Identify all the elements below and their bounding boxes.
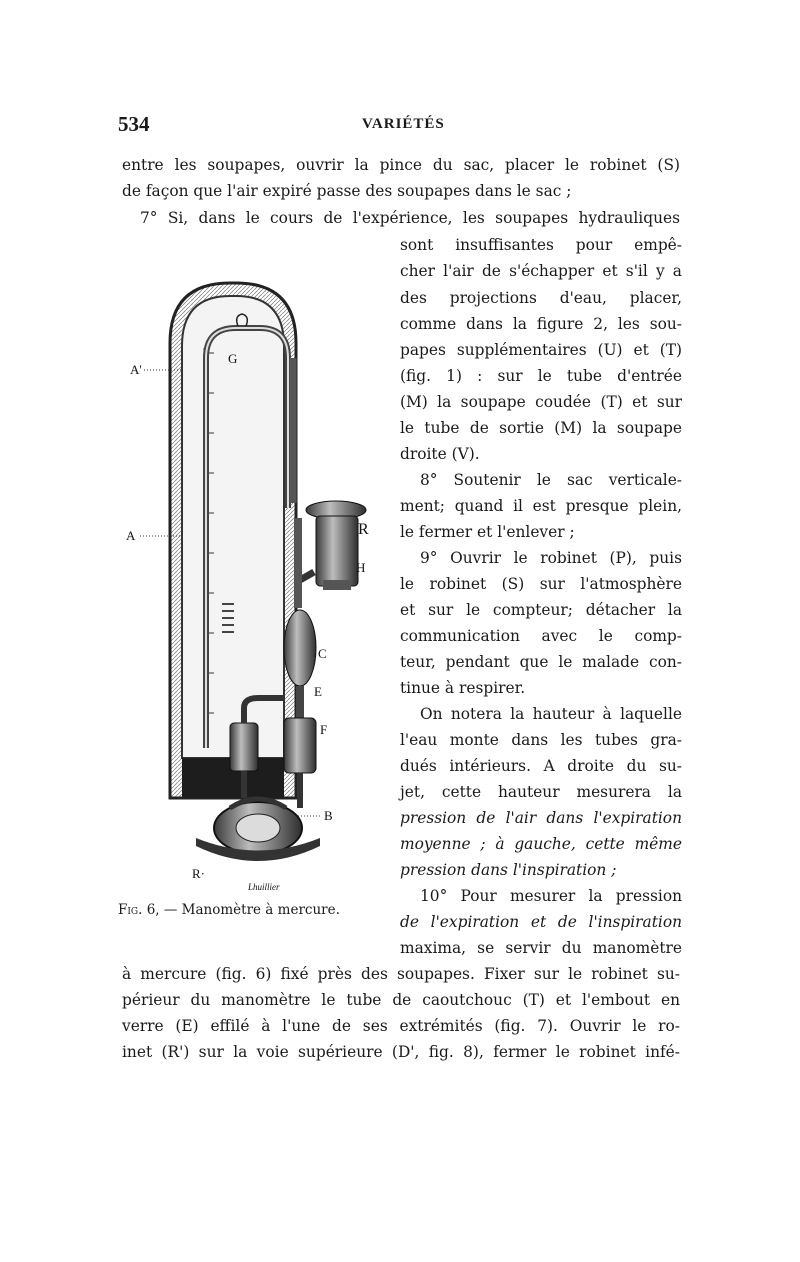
upper-stopcock: [300, 501, 366, 590]
label-a-prime: A': [130, 362, 142, 377]
body-line: 7° Si, dans le cours de l'expérience, les soupapes hydrauliques: [140, 209, 680, 227]
engraver-signature: Lhuillier: [248, 882, 280, 892]
body-line: verre (E) effilé à l'une de ses extrémités (fig. 7). Ouvrir le ro-: [122, 1017, 680, 1035]
body-line: pression de l'air dans l'expiration: [400, 809, 682, 827]
body-line: sont insuffisantes pour empê-: [400, 236, 682, 254]
body-line: 10° Pour mesurer la pression: [420, 887, 682, 905]
label-r-bottom: R·: [192, 866, 205, 881]
body-line: dués intérieurs. A droite du su-: [400, 757, 682, 775]
label-g: G: [228, 351, 238, 366]
body-line: pression dans l'inspiration ;: [400, 861, 617, 879]
glass-bulb-c: [284, 610, 316, 686]
body-line: jet, cette hauteur mesurera la: [400, 783, 682, 801]
body-line: tinue à respirer.: [400, 679, 526, 697]
body-line: teur, pendant que le malade con-: [400, 653, 682, 671]
manometer-illustration: [118, 278, 380, 898]
label-r-top: R: [358, 521, 369, 538]
page-number: 534: [118, 112, 150, 136]
label-h: H: [356, 560, 366, 575]
body-line: le tube de sortie (M) la soupape: [400, 419, 682, 437]
body-line: comme dans la figure 2, les sou-: [400, 315, 682, 333]
label-f: F: [320, 722, 328, 737]
body-line: On notera la hauteur à laquelle: [420, 705, 682, 723]
body-line: 9° Ouvrir le robinet (P), puis: [420, 549, 682, 567]
body-line: de l'expiration et de l'inspiration: [400, 913, 682, 931]
body-line: des projections d'eau, placer,: [400, 289, 682, 307]
body-line: entre les soupapes, ouvrir la pince du sac, placer le robinet (S): [122, 156, 680, 174]
body-line: (fig. 1) : sur le tube d'entrée: [400, 367, 682, 385]
body-line: l'eau monte dans les tubes gra-: [400, 731, 682, 749]
body-line: de façon que l'air expiré passe des soupapes dans le sac ;: [122, 182, 572, 200]
body-line: périeur du manomètre le tube de caoutchouc (T) et l'embout en: [122, 991, 680, 1009]
body-line: moyenne ; à gauche, cette même: [400, 835, 682, 853]
running-head: VARIÉTÉS: [362, 116, 445, 132]
body-line: droite (V).: [400, 445, 480, 463]
lower-stopcock: [196, 799, 320, 861]
body-line: à mercure (fig. 6) fixé près des soupapes. Fixer sur le robinet su-: [122, 965, 680, 983]
body-line: inet (R') sur la voie supérieure (D', fig. 8), fermer le robinet infé-: [122, 1043, 680, 1061]
label-e: E: [314, 684, 322, 699]
body-line: 8° Soutenir le sac verticale-: [420, 471, 682, 489]
body-line: le robinet (S) sur l'atmosphère: [400, 575, 682, 593]
body-line: maxima, se servir du manomètre: [400, 939, 682, 957]
figure-caption-text: — Manomètre à mercure.: [163, 902, 340, 918]
figure-number: Fig. 6,: [118, 902, 160, 918]
body-line: ment; quand il est presque plein,: [400, 497, 682, 515]
label-b: B: [324, 808, 333, 823]
body-line: le fermer et l'enlever ;: [400, 523, 575, 541]
label-c: C: [318, 646, 327, 661]
label-a: A: [126, 528, 136, 543]
body-line: et sur le compteur; détacher la: [400, 601, 682, 619]
body-line: (M) la soupape coudée (T) et sur: [400, 393, 682, 411]
body-line: papes supplémentaires (U) et (T): [400, 341, 682, 359]
body-line: communication avec le comp-: [400, 627, 682, 645]
figure-caption: [118, 902, 340, 918]
body-line: cher l'air de s'échapper et s'il y a: [400, 262, 682, 280]
